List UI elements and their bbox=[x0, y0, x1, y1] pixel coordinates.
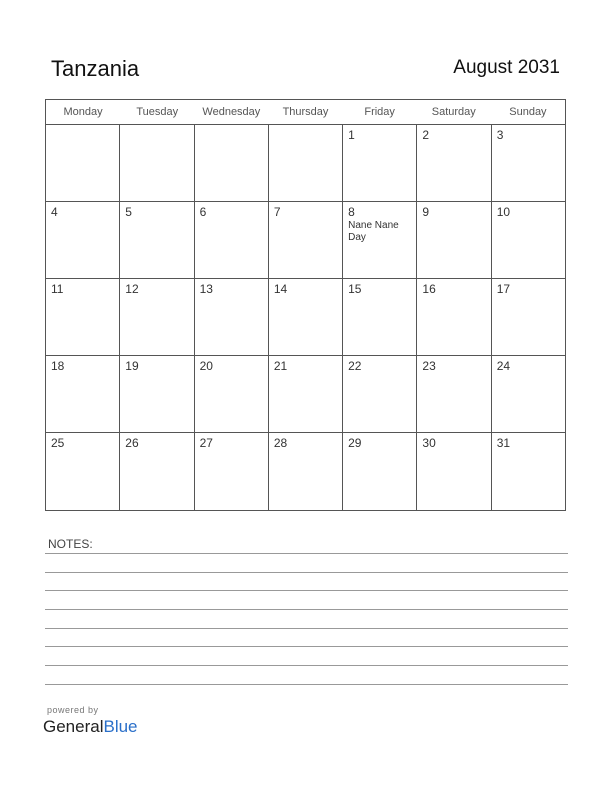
holiday-label: Nane Nane Day bbox=[348, 220, 399, 243]
week-row bbox=[46, 433, 565, 511]
day-cell bbox=[46, 202, 120, 278]
note-line bbox=[45, 646, 568, 647]
weekday-saturday: Saturday bbox=[431, 106, 476, 118]
day-cell bbox=[120, 125, 194, 201]
powered-by-text: powered by bbox=[47, 705, 99, 715]
day-number: 1 bbox=[348, 128, 355, 142]
calendar-grid bbox=[45, 99, 566, 511]
week-row bbox=[46, 356, 565, 433]
day-cell bbox=[46, 356, 120, 432]
note-line bbox=[45, 609, 568, 610]
day-number: 19 bbox=[125, 359, 139, 373]
day-number: 10 bbox=[496, 205, 511, 219]
day-cell bbox=[343, 202, 417, 278]
day-number: 18 bbox=[51, 359, 65, 373]
day-cell bbox=[417, 202, 491, 278]
day-number: 9 bbox=[422, 205, 430, 219]
day-cell bbox=[343, 356, 417, 432]
day-cell bbox=[269, 433, 343, 511]
day-cell bbox=[269, 356, 343, 432]
week-row bbox=[46, 202, 565, 279]
day-number: 26 bbox=[125, 436, 139, 450]
notes-label: NOTES: bbox=[48, 537, 93, 551]
day-cell bbox=[269, 202, 343, 278]
weekday-thursday: Thursday bbox=[282, 106, 329, 118]
day-number: 21 bbox=[273, 359, 288, 373]
day-cell bbox=[120, 356, 194, 432]
day-number: 6 bbox=[199, 205, 207, 219]
note-line bbox=[45, 665, 568, 666]
day-number: 22 bbox=[348, 359, 362, 373]
month-year-title: August 2031 bbox=[453, 57, 560, 78]
day-cell bbox=[195, 125, 269, 201]
day-cell bbox=[120, 279, 194, 355]
country-title: Tanzania bbox=[51, 56, 140, 81]
day-number: 23 bbox=[422, 359, 436, 373]
day-cell bbox=[195, 356, 269, 432]
day-number: 15 bbox=[348, 282, 362, 296]
note-line bbox=[45, 572, 568, 573]
weekday-wednesday: Wednesday bbox=[202, 106, 261, 118]
day-cell bbox=[46, 279, 120, 355]
day-cell bbox=[492, 433, 565, 511]
day-cell bbox=[269, 125, 343, 201]
day-cell bbox=[46, 433, 120, 511]
day-number: 4 bbox=[51, 205, 58, 219]
day-number: 31 bbox=[496, 436, 511, 450]
day-number: 17 bbox=[496, 282, 511, 296]
brand-blue: Blue bbox=[103, 717, 138, 736]
day-number: 25 bbox=[51, 436, 65, 450]
weekday-friday: Friday bbox=[364, 106, 395, 118]
day-cell bbox=[492, 279, 565, 355]
weekday-tuesday: Tuesday bbox=[136, 106, 179, 118]
day-cell bbox=[417, 356, 491, 432]
day-number: 24 bbox=[496, 359, 511, 373]
day-number: 16 bbox=[422, 282, 436, 296]
day-number: 14 bbox=[273, 282, 288, 296]
day-cell bbox=[417, 279, 491, 355]
day-cell bbox=[492, 356, 565, 432]
day-number: 8 bbox=[348, 205, 355, 219]
note-line bbox=[45, 553, 568, 554]
day-cell bbox=[120, 202, 194, 278]
day-number: 3 bbox=[496, 128, 504, 142]
day-cell bbox=[343, 433, 417, 511]
day-cell bbox=[417, 125, 491, 201]
day-cell bbox=[195, 279, 269, 355]
day-number: 29 bbox=[348, 436, 362, 450]
day-number: 20 bbox=[199, 359, 213, 373]
day-number: 2 bbox=[422, 128, 430, 142]
day-number: 12 bbox=[125, 282, 139, 296]
weekday-monday: Monday bbox=[63, 106, 103, 118]
day-cell bbox=[492, 125, 565, 201]
note-line bbox=[45, 590, 568, 591]
day-cell bbox=[343, 125, 417, 201]
note-line bbox=[45, 684, 568, 685]
day-cell bbox=[492, 202, 565, 278]
weekday-header-row bbox=[46, 100, 565, 125]
day-number: 5 bbox=[125, 205, 132, 219]
day-number: 30 bbox=[422, 436, 436, 450]
day-cell bbox=[417, 433, 491, 511]
week-row bbox=[46, 279, 565, 356]
brand-general: General bbox=[43, 717, 104, 736]
day-number: 13 bbox=[199, 282, 213, 296]
day-cell bbox=[195, 202, 269, 278]
day-number: 7 bbox=[273, 205, 281, 219]
weekday-sunday: Sunday bbox=[509, 106, 547, 118]
week-row bbox=[46, 125, 565, 202]
day-number: 28 bbox=[273, 436, 288, 450]
day-cell bbox=[269, 279, 343, 355]
day-cell bbox=[343, 279, 417, 355]
day-cell bbox=[46, 125, 120, 201]
generalblue-logo bbox=[43, 717, 138, 737]
day-number: 27 bbox=[199, 436, 213, 450]
note-line bbox=[45, 628, 568, 629]
day-cell bbox=[120, 433, 194, 511]
day-cell bbox=[195, 433, 269, 511]
day-number: 11 bbox=[51, 282, 64, 296]
